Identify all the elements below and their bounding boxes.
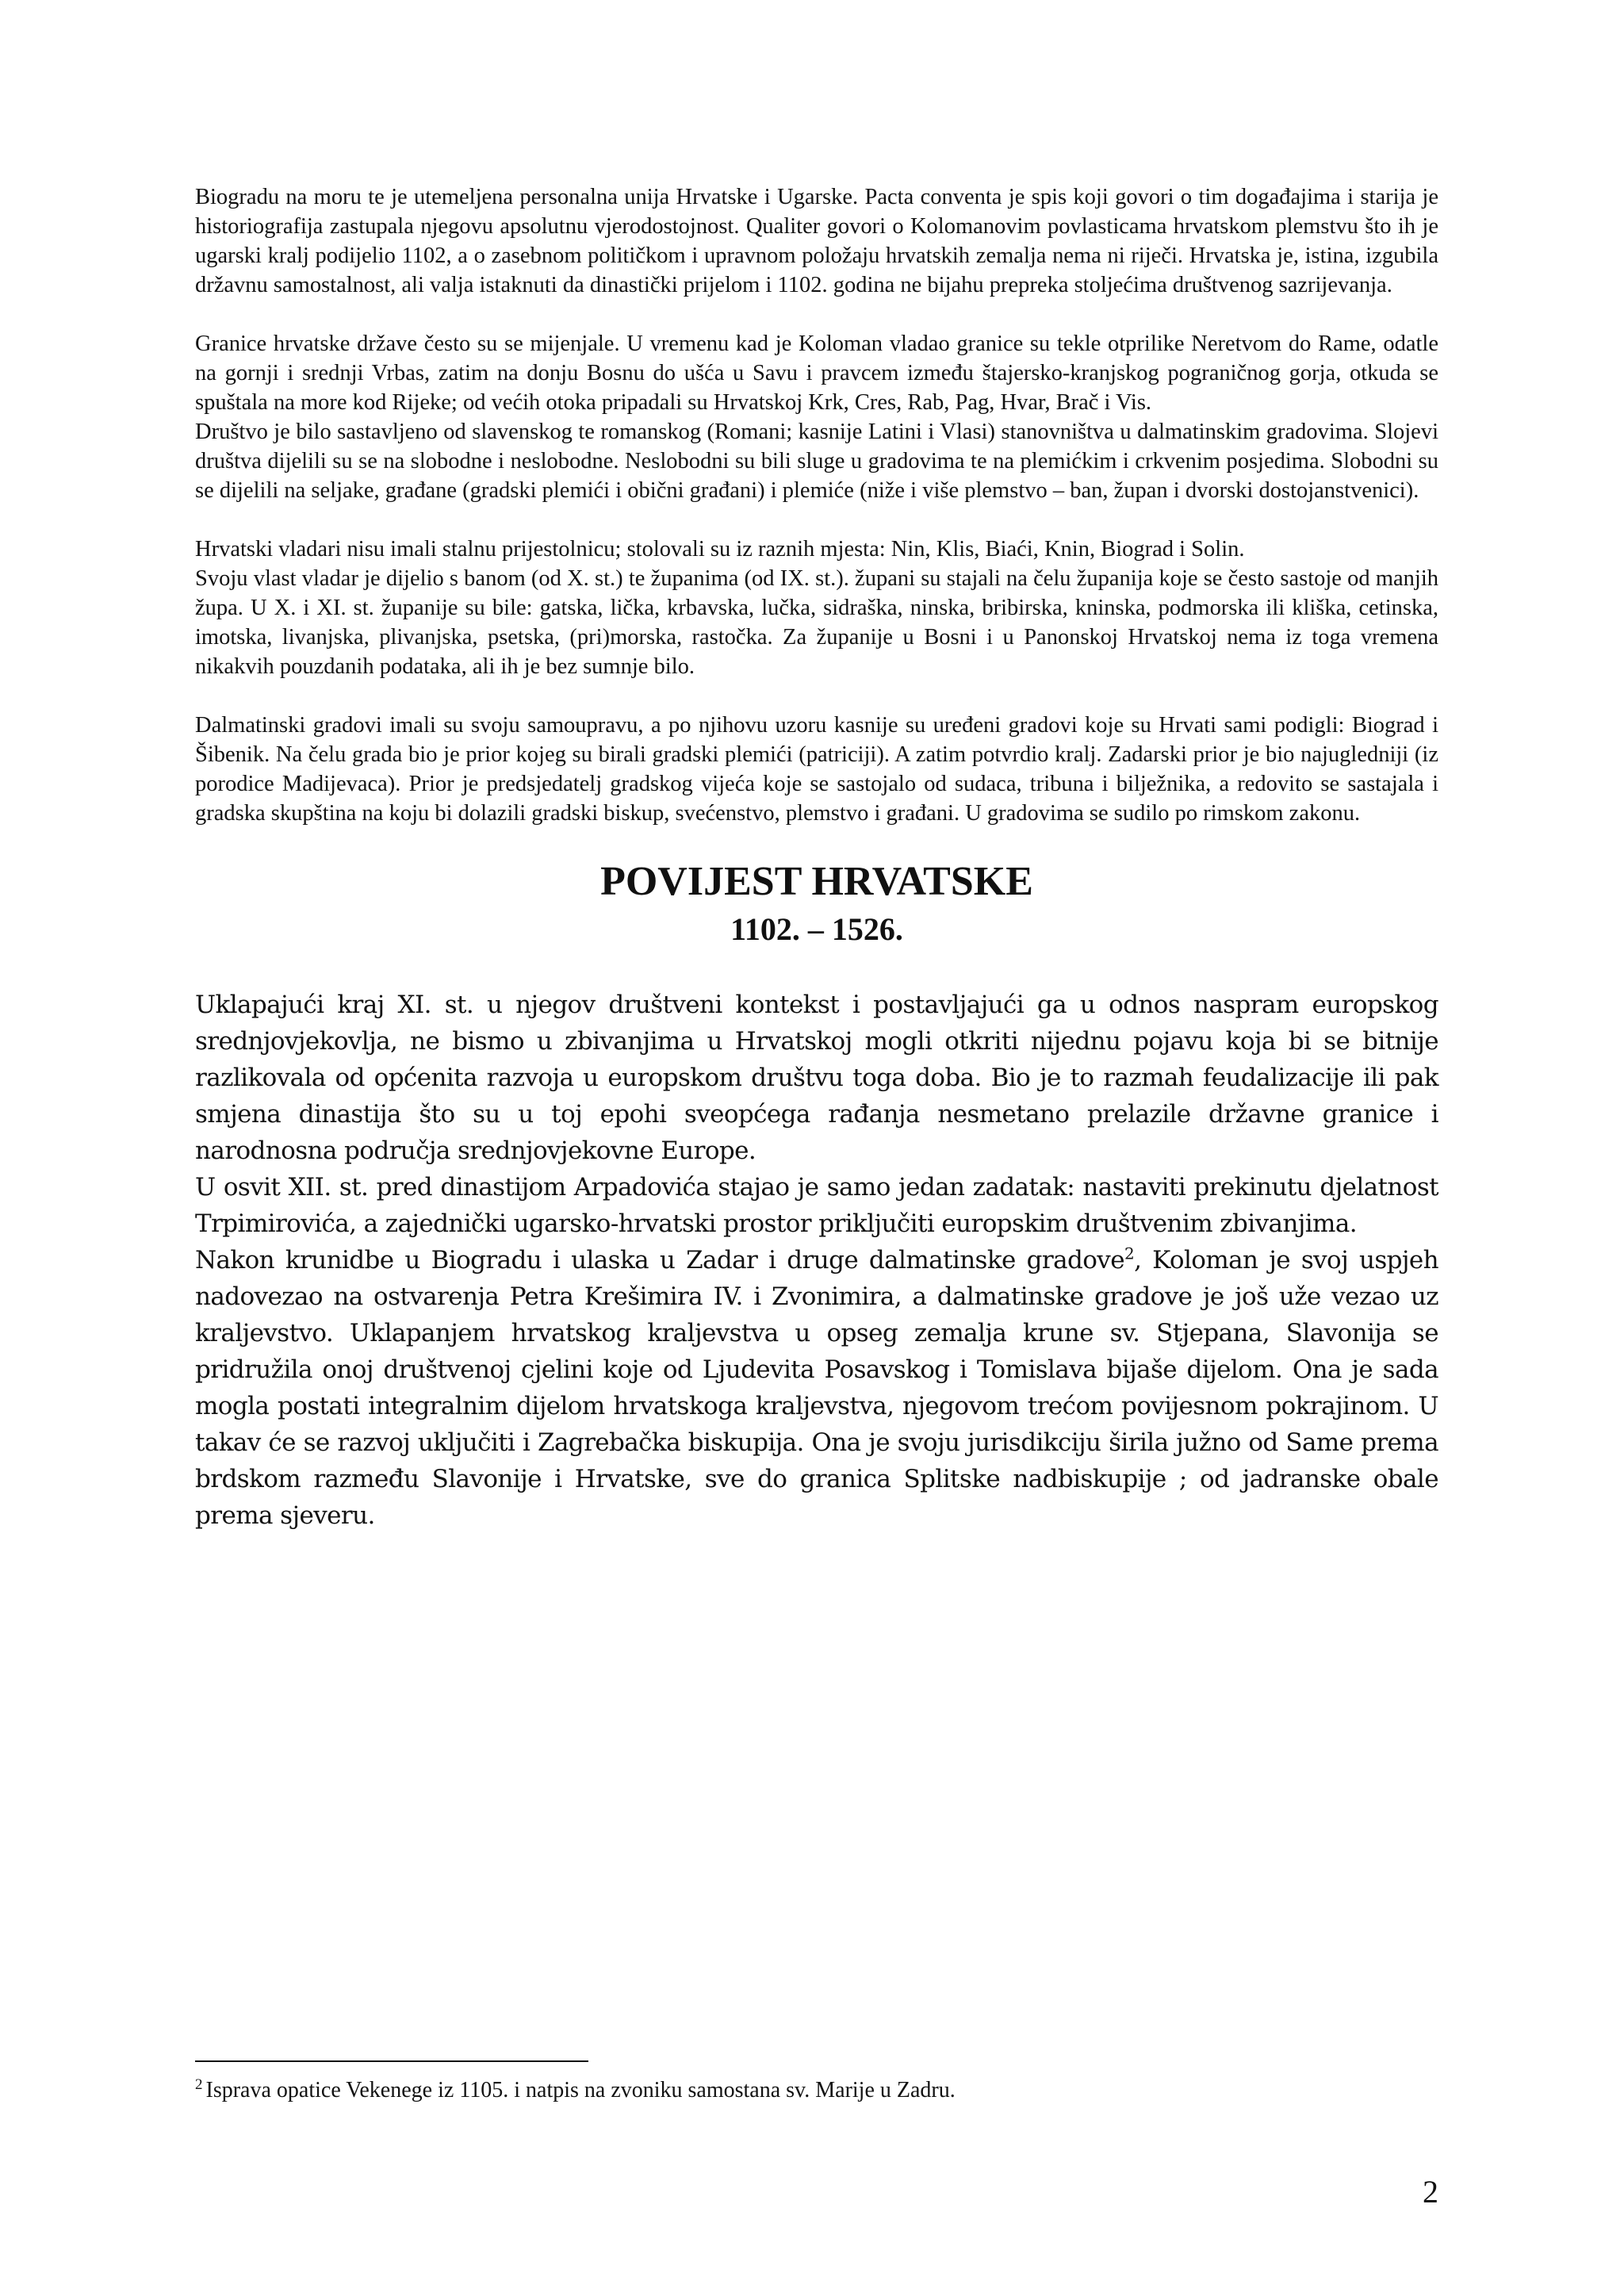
paragraph-arpad: U osvit XII. st. pred dinastijom Arpadovića stajao je samo jedan zadatak: nastaviti prekinutu djelatnost Trpimirovića, a zajednički ugarsko-hrvatski prostor priključiti europskim društvenim zbivanjima.: [195, 1173, 1438, 1238]
paragraph-counties: Svoju vlast vladar je dijelio s banom (od X. st.) te županima (od IX. st.). župani su stajali na čelu županija koje se često sastoje od manjih župa. U X. i XI. st. županije su bile: gatska, lička, krbavska, lučka, sidraška, ninska, bribirska, kninska, podmorska ili kliška, cetinska, imotska, livanjska, plivanjska, psetska, (pri)morska, rastočka. Za županije u Bosni i u Panonskoj Hrvatskoj nema iz toga vremena nikakvih pouzdanih podataka, ali ih je bez sumnje bilo.: [195, 566, 1438, 679]
paragraph-capitals: Hrvatski vladari nisu imali stalnu prijestolnicu; stolovali su iz raznih mjesta: Nin, Klis, Biaći, Knin, Biograd i Solin.: [195, 537, 1245, 562]
section-subtitle: 1102. – 1526.: [730, 911, 903, 947]
paragraph-union: Biogradu na moru te je utemeljena personalna unija Hrvatske i Ugarske. Pacta conventa je spis koji govori o tim događajima i starija je historiografija zastupala njegovu apsolutnu vjerodostojnost. Qualiter govori o Kolomanovim povlasticama hrvatskom plemstvu što ih je ugarski kralj podijelio 1102, a o zasebnom političkom i upravnom položaju hrvatskih zemalja nema ni riječi. Hrvatska je, istina, izgubila državnu samostalnost, ali valja istaknuti da dinastički prijelom i 1102. godina ne bijahu prepreka stoljećima društvenog sazrijevanja.: [195, 185, 1438, 297]
paragraph-cities: Dalmatinski gradovi imali su svoju samoupravu, a po njihovu uzoru kasnije su uređeni gradovi koje su Hrvati sami podigli: Biograd i Šibenik. Na čelu grada bio je prior kojeg su birali gradski plemići (patriciji). A zatim potvrdio kralj. Zadarski prior je bio najugledniji (iz porodice Madijevaca). Prior je predsjedatelj gradskog vijeća koje se sastojalo od sudaca, tribuna i bilježnika, a redovito se sastajala i gradska skupština na koju bi dolazili gradski biskup, svećenstvo, plemstvo i građani. U gradovima se sudilo po rimskom zakonu.: [195, 713, 1438, 826]
paragraph-koloman-start: Nakon krunidbe u Biogradu i ulaska u Zadar i druge dalmatinske gradove: [195, 1246, 1124, 1274]
footnote-text: Isprava opatice Vekenege iz 1105. i natpis na zvoniku samostana sv. Marije u Zadru.: [205, 2078, 956, 2102]
page-body: [195, 182, 1438, 1534]
paragraph-context: Uklapajući kraj XI. st. u njegov društveni kontekst i postavljajući ga u odnos naspram europskog srednjovjekovlja, ne bismo u zbivanjima u Hrvatskoj mogli otkriti nijednu pojavu koja bi se bitnije razlikovala od općenita razvoja u europskom društvu toga doba. Bio je to razmah feudalizacije ili pak smjena dinastija što su u toj epohi sveopćega rađanja nesmetano prelazile državne granice i narodnosna područja srednjovjekovne Europe.: [195, 991, 1438, 1165]
paragraph-borders: Granice hrvatske države često su se mijenjale. U vremenu kad je Koloman vladao granice su tekle otprilike Neretvom do Rame, odatle na gornji i srednji Vrbas, zatim na donju Bosnu do ušća u Savu i pravcem između štajersko-kranjskog pograničnog gorja, otkuda se spuštala na more kod Rijeke; od većih otoka pripadali su Hrvatskoj Krk, Cres, Rab, Pag, Hvar, Brač i Vis.: [195, 332, 1438, 415]
footnote-number: 2: [195, 2076, 203, 2093]
main-section: [195, 987, 1438, 1534]
paragraph-koloman-end: , Koloman je svoj uspjeh nadovezao na ostvarenja Petra Krešimira IV. i Zvonimira, a dalmatinske gradove je još uže vezao uz kraljevstvo. Uklapanjem hrvatskog kraljevstva u opseg zemalja krune sv. Stjepana, Slavonija se pridružila onoj društvenoj cjelini koje od Ljudevita Posavskog i Tomislava bijaše dijelom. Ona je sada mogla postati integralnim dijelom hrvatskoga kraljevstva, njegovom trećom povijesnom pokrajinom. U takav će se razvoj uključiti i Zagrebačka biskupija. Ona je svoju jurisdikciju širila južno od Same prema brdskom razmeđu Slavonije i Hrvatske, sve do granica Splitske nadbiskupije ; od jadranske obale prema sjeveru.: [195, 1246, 1439, 1530]
section-title: POVIJEST HRVATSKE: [600, 859, 1033, 904]
paragraph-koloman: [195, 1242, 1438, 1534]
page-number: 2: [1423, 2174, 1438, 2210]
intro-section: [195, 182, 1438, 828]
footnote-divider: [195, 2060, 588, 2062]
paragraph-society: Društvo je bilo sastavljeno od slavenskog te romanskog (Romani; kasnije Latini i Vlasi) stanovništva u dalmatinskim gradovima. Slojevi društva dijelili su se na slobodne i neslobodne. Neslobodni su bili sluge u gradovima te na plemićkim i crkvenim posjedima. Slobodni su se dijelili na seljake, građane (gradski plemići i obični građani) i plemiće (niže i više plemstvo – ban, župan i dvorski dostojanstvenici).: [195, 420, 1438, 503]
footnote-reference[interactable]: 2: [1124, 1244, 1135, 1263]
footnote: [195, 2076, 956, 2105]
